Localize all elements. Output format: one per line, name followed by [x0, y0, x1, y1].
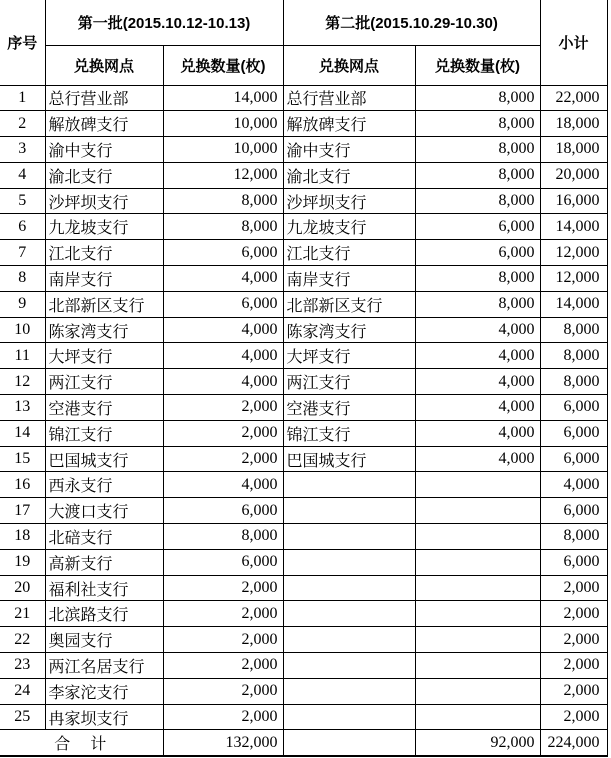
batch2-quantity-cell — [415, 549, 540, 575]
batch1-outlet-cell: 空港支行 — [45, 395, 163, 421]
row-subtotal-cell: 20,000 — [540, 162, 607, 188]
batch1-quantity-cell: 2,000 — [163, 601, 283, 627]
batch2-outlet-cell: 空港支行 — [283, 395, 415, 421]
batch2-quantity-cell — [415, 627, 540, 653]
batch1-outlet-cell: 奥园支行 — [45, 627, 163, 653]
row-subtotal-cell: 4,000 — [540, 472, 607, 498]
row-serial-cell: 13 — [0, 395, 45, 421]
batch2-outlet-cell: 沙坪坝支行 — [283, 188, 415, 214]
batch1-outlet-cell: 福利社支行 — [45, 575, 163, 601]
batch2-quantity-cell — [415, 575, 540, 601]
batch2-quantity-cell: 4,000 — [415, 446, 540, 472]
row-subtotal-cell: 18,000 — [540, 137, 607, 163]
batch2-quantity-cell — [415, 498, 540, 524]
batch2-outlet-cell: 解放碑支行 — [283, 111, 415, 137]
row-subtotal-cell: 6,000 — [540, 446, 607, 472]
batch1-outlet-cell: 九龙坡支行 — [45, 214, 163, 240]
header-row-batches — [0, 0, 607, 45]
batch2-outlet-cell: 陈家湾支行 — [283, 317, 415, 343]
row-subtotal-cell: 8,000 — [540, 524, 607, 550]
column-header-batch2-quantity: 兑换数量(枚) — [415, 45, 540, 85]
batch2-outlet-cell: 巴国城支行 — [283, 446, 415, 472]
table-row — [0, 601, 607, 627]
batch1-outlet-cell: 巴国城支行 — [45, 446, 163, 472]
batch1-quantity-cell: 4,000 — [163, 369, 283, 395]
table-row — [0, 240, 607, 266]
table-row — [0, 446, 607, 472]
batch1-quantity-cell: 10,000 — [163, 111, 283, 137]
row-serial-cell: 9 — [0, 291, 45, 317]
row-subtotal-cell: 16,000 — [540, 188, 607, 214]
batch2-outlet-cell: 江北支行 — [283, 240, 415, 266]
column-header-batch1: 第一批(2015.10.12-10.13) — [45, 0, 283, 45]
batch2-quantity-cell: 4,000 — [415, 420, 540, 446]
row-subtotal-cell: 6,000 — [540, 549, 607, 575]
batch2-outlet-cell — [283, 575, 415, 601]
batch2-outlet-cell — [283, 498, 415, 524]
batch2-quantity-cell — [415, 704, 540, 730]
row-serial-cell: 7 — [0, 240, 45, 266]
batch2-quantity-cell — [415, 524, 540, 550]
batch1-outlet-cell: 南岸支行 — [45, 266, 163, 292]
batch2-quantity-cell: 4,000 — [415, 343, 540, 369]
table-row — [0, 343, 607, 369]
table-row — [0, 704, 607, 730]
table-row — [0, 317, 607, 343]
batch1-outlet-cell: 北碚支行 — [45, 524, 163, 550]
batch1-quantity-cell: 8,000 — [163, 214, 283, 240]
table-row — [0, 678, 607, 704]
batch1-outlet-cell: 大渡口支行 — [45, 498, 163, 524]
column-header-subtotal: 小计 — [540, 0, 607, 85]
batch2-quantity-cell: 4,000 — [415, 369, 540, 395]
total-batch2-quantity-cell: 92,000 — [415, 730, 540, 756]
row-subtotal-cell: 6,000 — [540, 498, 607, 524]
row-serial-cell: 19 — [0, 549, 45, 575]
batch2-outlet-cell — [283, 549, 415, 575]
batch2-quantity-cell: 8,000 — [415, 85, 540, 111]
batch2-quantity-cell — [415, 601, 540, 627]
row-serial-cell: 10 — [0, 317, 45, 343]
table-row — [0, 369, 607, 395]
batch1-outlet-cell: 解放碑支行 — [45, 111, 163, 137]
batch2-quantity-cell: 4,000 — [415, 317, 540, 343]
batch1-outlet-cell: 高新支行 — [45, 549, 163, 575]
row-serial-cell: 14 — [0, 420, 45, 446]
batch2-quantity-cell: 8,000 — [415, 162, 540, 188]
table-row — [0, 266, 607, 292]
table-row — [0, 627, 607, 653]
batch1-quantity-cell: 8,000 — [163, 524, 283, 550]
row-subtotal-cell: 8,000 — [540, 369, 607, 395]
table-row — [0, 188, 607, 214]
column-header-batch2-outlet: 兑换网点 — [283, 45, 415, 85]
row-serial-cell: 2 — [0, 111, 45, 137]
row-serial-cell: 15 — [0, 446, 45, 472]
batch1-quantity-cell: 4,000 — [163, 266, 283, 292]
batch1-quantity-cell: 6,000 — [163, 291, 283, 317]
row-serial-cell: 21 — [0, 601, 45, 627]
batch2-quantity-cell: 8,000 — [415, 111, 540, 137]
row-serial-cell: 25 — [0, 704, 45, 730]
row-subtotal-cell: 2,000 — [540, 575, 607, 601]
column-header-batch1-quantity: 兑换数量(枚) — [163, 45, 283, 85]
row-subtotal-cell: 2,000 — [540, 678, 607, 704]
batch1-outlet-cell: 渝北支行 — [45, 162, 163, 188]
table-row — [0, 85, 607, 111]
batch1-quantity-cell: 2,000 — [163, 678, 283, 704]
batch1-outlet-cell: 冉家坝支行 — [45, 704, 163, 730]
table-row — [0, 395, 607, 421]
batch2-quantity-cell: 8,000 — [415, 266, 540, 292]
batch2-quantity-cell: 8,000 — [415, 188, 540, 214]
table-row — [0, 111, 607, 137]
batch1-quantity-cell: 4,000 — [163, 343, 283, 369]
table-row — [0, 549, 607, 575]
row-subtotal-cell: 14,000 — [540, 291, 607, 317]
batch2-quantity-cell — [415, 472, 540, 498]
row-subtotal-cell: 2,000 — [540, 653, 607, 679]
batch1-quantity-cell: 2,000 — [163, 420, 283, 446]
batch1-quantity-cell: 4,000 — [163, 472, 283, 498]
batch2-outlet-cell: 两江支行 — [283, 369, 415, 395]
batch2-outlet-cell: 北部新区支行 — [283, 291, 415, 317]
table-row — [0, 575, 607, 601]
row-serial-cell: 8 — [0, 266, 45, 292]
batch1-quantity-cell: 12,000 — [163, 162, 283, 188]
table-row — [0, 420, 607, 446]
row-subtotal-cell: 14,000 — [540, 214, 607, 240]
batch2-outlet-cell — [283, 472, 415, 498]
row-serial-cell: 23 — [0, 653, 45, 679]
batch2-outlet-cell — [283, 627, 415, 653]
batch2-quantity-cell: 8,000 — [415, 291, 540, 317]
batch1-outlet-cell: 锦江支行 — [45, 420, 163, 446]
batch1-quantity-cell: 2,000 — [163, 653, 283, 679]
batch2-outlet-cell: 大坪支行 — [283, 343, 415, 369]
batch2-quantity-cell — [415, 653, 540, 679]
row-serial-cell: 12 — [0, 369, 45, 395]
batch2-quantity-cell: 4,000 — [415, 395, 540, 421]
batch1-outlet-cell: 北滨路支行 — [45, 601, 163, 627]
batch1-quantity-cell: 4,000 — [163, 317, 283, 343]
row-subtotal-cell: 6,000 — [540, 395, 607, 421]
row-subtotal-cell: 2,000 — [540, 601, 607, 627]
batch1-outlet-cell: 李家沱支行 — [45, 678, 163, 704]
row-subtotal-cell: 8,000 — [540, 317, 607, 343]
batch2-outlet-cell: 南岸支行 — [283, 266, 415, 292]
batch1-outlet-cell: 江北支行 — [45, 240, 163, 266]
total-batch1-quantity-cell: 132,000 — [163, 730, 283, 756]
batch2-outlet-cell: 渝北支行 — [283, 162, 415, 188]
batch1-quantity-cell: 10,000 — [163, 137, 283, 163]
table-row — [0, 498, 607, 524]
batch2-outlet-cell: 总行营业部 — [283, 85, 415, 111]
total-subtotal-cell: 224,000 — [540, 730, 607, 756]
table-body — [0, 85, 607, 730]
batch2-outlet-cell — [283, 524, 415, 550]
batch1-outlet-cell: 大坪支行 — [45, 343, 163, 369]
header-row-fields — [0, 45, 607, 85]
batch1-quantity-cell: 6,000 — [163, 549, 283, 575]
row-serial-cell: 24 — [0, 678, 45, 704]
batch2-outlet-cell — [283, 678, 415, 704]
row-serial-cell: 20 — [0, 575, 45, 601]
table-row — [0, 137, 607, 163]
batch2-quantity-cell: 6,000 — [415, 240, 540, 266]
row-serial-cell: 4 — [0, 162, 45, 188]
row-subtotal-cell: 2,000 — [540, 627, 607, 653]
row-serial-cell: 22 — [0, 627, 45, 653]
batch1-quantity-cell: 2,000 — [163, 446, 283, 472]
row-subtotal-cell: 8,000 — [540, 343, 607, 369]
batch1-outlet-cell: 渝中支行 — [45, 137, 163, 163]
total-batch2-outlet-cell — [283, 730, 415, 756]
batch1-outlet-cell: 北部新区支行 — [45, 291, 163, 317]
table-header — [0, 0, 607, 85]
batch2-outlet-cell: 锦江支行 — [283, 420, 415, 446]
column-header-batch1-outlet: 兑换网点 — [45, 45, 163, 85]
batch2-outlet-cell — [283, 653, 415, 679]
batch2-outlet-cell — [283, 704, 415, 730]
table-row — [0, 214, 607, 240]
row-serial-cell: 16 — [0, 472, 45, 498]
total-label-cell: 合 计 — [0, 730, 163, 756]
batch2-outlet-cell: 渝中支行 — [283, 137, 415, 163]
batch1-outlet-cell: 西永支行 — [45, 472, 163, 498]
table-row — [0, 162, 607, 188]
batch1-quantity-cell: 6,000 — [163, 498, 283, 524]
row-subtotal-cell: 6,000 — [540, 420, 607, 446]
row-serial-cell: 6 — [0, 214, 45, 240]
column-header-batch2: 第二批(2015.10.29-10.30) — [283, 0, 540, 45]
batch1-quantity-cell: 2,000 — [163, 575, 283, 601]
batch2-quantity-cell — [415, 678, 540, 704]
row-subtotal-cell: 2,000 — [540, 704, 607, 730]
batch1-outlet-cell: 两江名居支行 — [45, 653, 163, 679]
batch1-quantity-cell: 2,000 — [163, 395, 283, 421]
row-serial-cell: 17 — [0, 498, 45, 524]
batch1-quantity-cell: 6,000 — [163, 240, 283, 266]
batch1-outlet-cell: 沙坪坝支行 — [45, 188, 163, 214]
batch1-quantity-cell: 2,000 — [163, 627, 283, 653]
batch1-outlet-cell: 陈家湾支行 — [45, 317, 163, 343]
table-row — [0, 653, 607, 679]
row-serial-cell: 11 — [0, 343, 45, 369]
table-row — [0, 524, 607, 550]
batch1-outlet-cell: 两江支行 — [45, 369, 163, 395]
table-footer — [0, 730, 607, 756]
row-subtotal-cell: 18,000 — [540, 111, 607, 137]
row-serial-cell: 1 — [0, 85, 45, 111]
table-row — [0, 472, 607, 498]
column-header-serial: 序号 — [0, 0, 45, 85]
row-serial-cell: 18 — [0, 524, 45, 550]
batch1-outlet-cell: 总行营业部 — [45, 85, 163, 111]
table-row — [0, 291, 607, 317]
batch1-quantity-cell: 8,000 — [163, 188, 283, 214]
row-serial-cell: 5 — [0, 188, 45, 214]
batch2-outlet-cell: 九龙坡支行 — [283, 214, 415, 240]
row-subtotal-cell: 12,000 — [540, 266, 607, 292]
total-row — [0, 730, 607, 756]
batch2-outlet-cell — [283, 601, 415, 627]
batch2-quantity-cell: 6,000 — [415, 214, 540, 240]
batch1-quantity-cell: 2,000 — [163, 704, 283, 730]
row-subtotal-cell: 12,000 — [540, 240, 607, 266]
row-subtotal-cell: 22,000 — [540, 85, 607, 111]
row-serial-cell: 3 — [0, 137, 45, 163]
batch1-quantity-cell: 14,000 — [163, 85, 283, 111]
batch2-quantity-cell: 8,000 — [415, 137, 540, 163]
